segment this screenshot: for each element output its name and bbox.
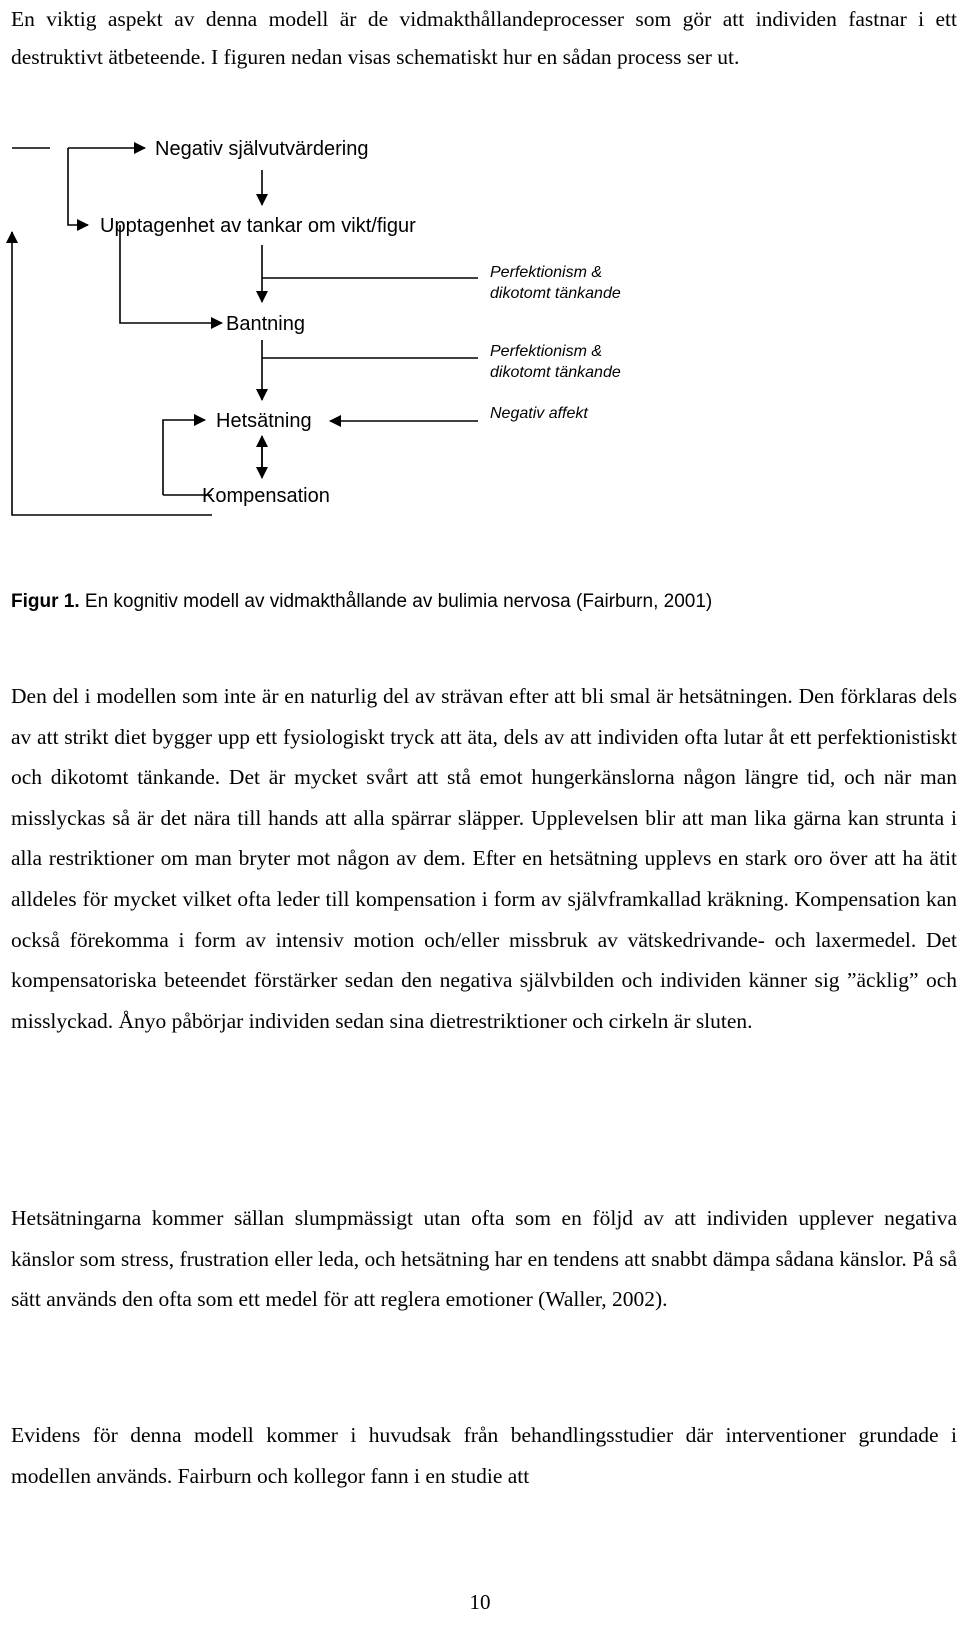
node-bantning: Bantning <box>226 313 305 335</box>
node-perfektionism-1-line2: dikotomt tänkande <box>490 285 621 302</box>
page-number: 10 <box>469 1590 491 1614</box>
body-paragraph-2: Hetsätningarna kommer sällan slumpmässigt utan ofta som en följd av att individen upplever negativa känslor som stress, frustration eller leda, och hetsätning har en tendens att snabbt dämpa sådana känslor. På så sätt används den ofta som ett medel för att reglera emotioner (Waller, 2002). <box>11 1206 957 1312</box>
node-negativ-affekt: Negativ affekt <box>490 405 588 422</box>
outer-loop-line <box>12 232 212 515</box>
node-hetsatning: Hetsätning <box>216 410 312 432</box>
node-kompensation: Kompensation <box>202 485 330 507</box>
node-upptagenhet: Upptagenhet av tankar om vikt/figur <box>100 215 416 237</box>
loop-to-upptagenhet <box>68 148 88 225</box>
loop-to-bantning <box>120 225 222 323</box>
node-perfektionism-1-line1: Perfektionism & <box>490 264 603 281</box>
body-paragraph-1: Den del i modellen som inte är en naturlig del av strävan efter att bli smal är hetsätningen. Den förklaras dels av att strikt diet bygger upp ett fysiologiskt tryck att äta, dels av att individen ofta lutar åt ett perfektionistiskt och dikotomt tänkande. Det är mycket svårt att stå emot hungerkänslorna någon längre tid, och när man misslyckas så är det nära till hands att alla spärrar släpper. Upplevelsen blir att man lika gärna kan strunta i alla restriktioner om man bryter mot någon av dem. Efter en hetsätning upplevs en stark oro över att ha ätit alldeles för mycket vilket ofta leder till kompensation i form av självframkallad kräkning. Kompensation kan också förekomma i form av intensiv motion och/eller missbruk av vätskedrivande- och laxermedel. Det kompensatoriska beteendet förstärker sedan den negativa självbilden och individen känner sig ”äcklig” och misslyckad. Ånyo påbörjar individen sedan sina dietrestriktioner och cirkeln är sluten. <box>11 684 957 1033</box>
node-negativ-sjalvvardering: Negativ självutvärdering <box>155 138 369 160</box>
figure-caption-text: En kognitiv modell av vidmakthållande av bulimia nervosa (Fairburn, 2001) <box>79 591 713 612</box>
node-perfektionism-2-line1: Perfektionism & <box>490 343 603 360</box>
body-paragraph-3: Evidens för denna modell kommer i huvudsak från behandlingsstudier där interventioner grundade i modellen används. Fairburn och kollegor fann i en studie att <box>11 1423 957 1488</box>
node-perfektionism-2-line2: dikotomt tänkande <box>490 364 621 381</box>
intro-paragraph: En viktig aspekt av denna modell är de vidmakthållandeprocesser som gör att individen fastnar i ett destruktivt ätbeteende. I figuren nedan visas schematiskt hur en sådan process ser ut. <box>11 7 957 69</box>
figure-caption-label: Figur 1. <box>11 591 80 612</box>
figure-caption <box>11 590 951 614</box>
cognitive-model-diagram <box>0 0 960 560</box>
loop-to-hetsatning <box>163 420 205 495</box>
